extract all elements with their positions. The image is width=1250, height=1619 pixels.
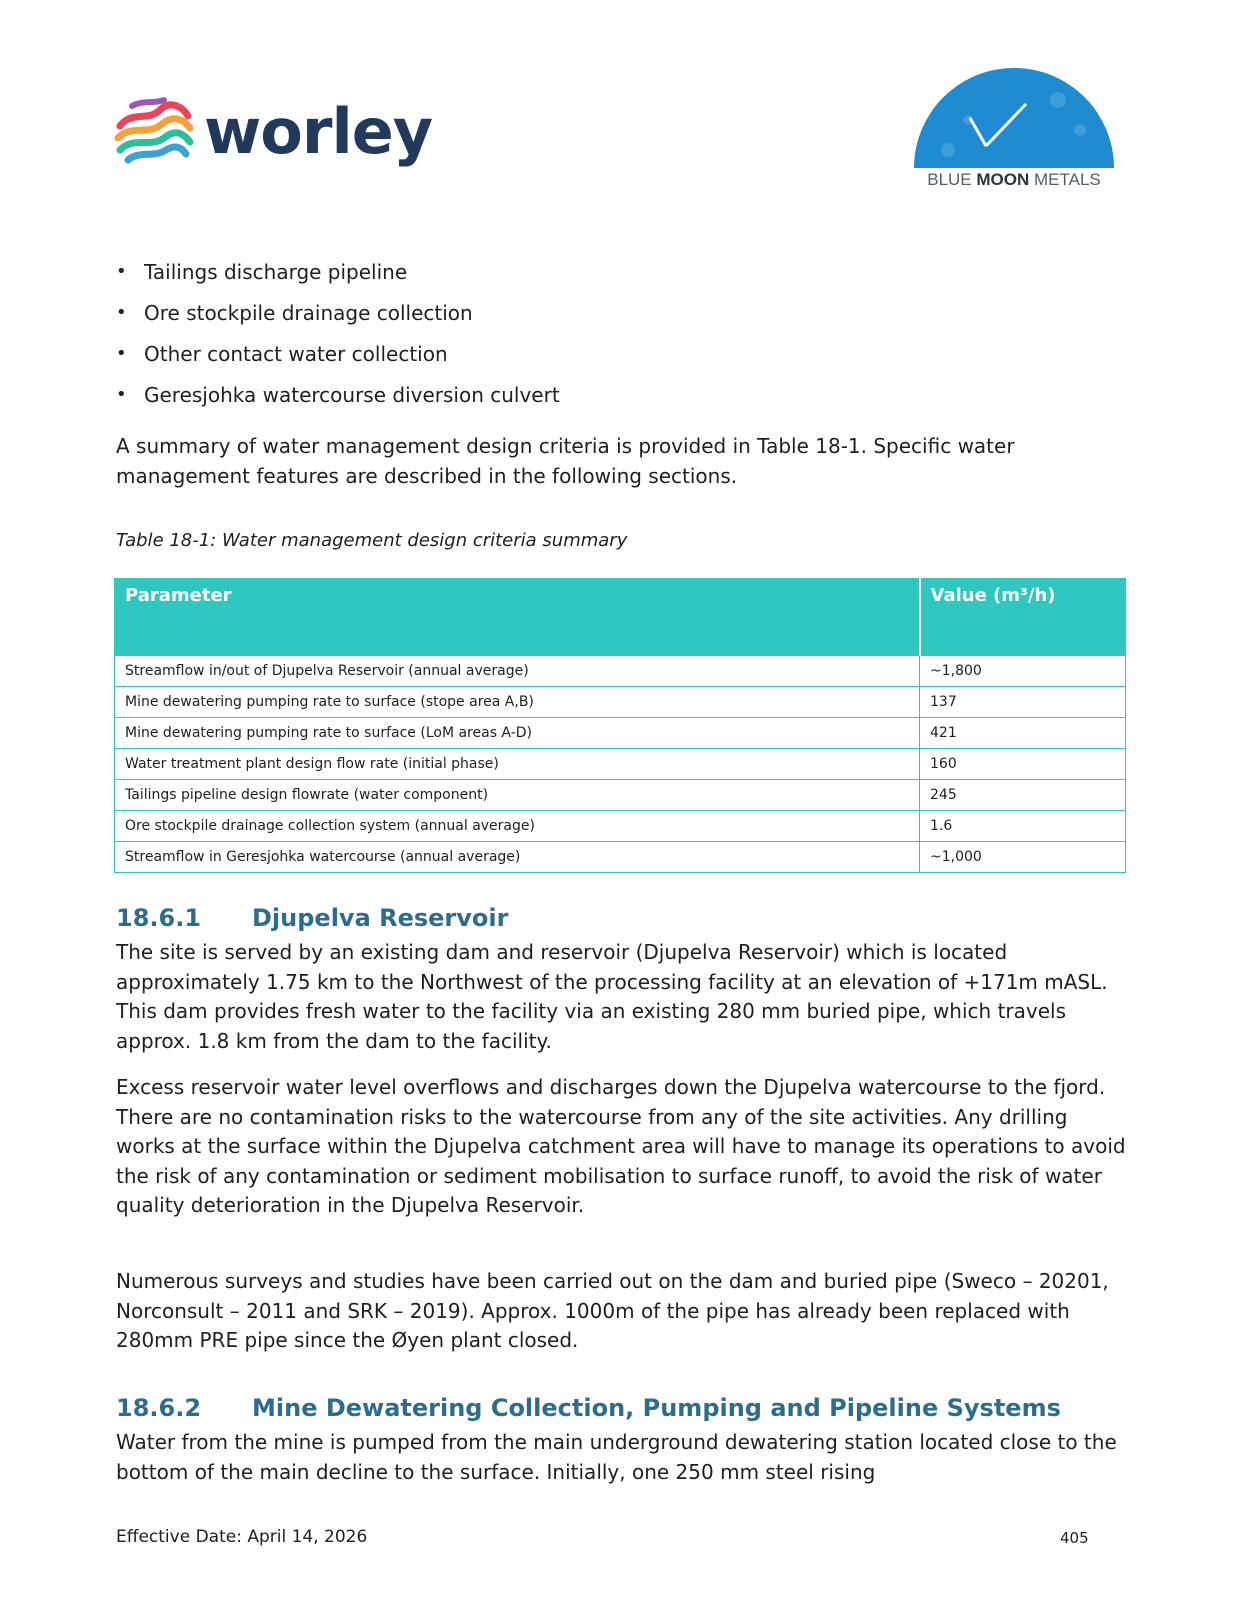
intro-paragraph: A summary of water management design criteria is provided in Table 18-1. Specific water management features are described in the following sections.	[116, 434, 1015, 488]
footer-effective-date: Effective Date: April 14, 2026	[116, 1527, 368, 1547]
bullet-item	[116, 301, 560, 342]
section-number: 18.6.2	[116, 1394, 202, 1422]
bullet-icon: •	[116, 302, 127, 323]
moon-clock-icon	[908, 60, 1120, 170]
bullet-icon: •	[116, 261, 127, 282]
logo-text-moon: MOON	[976, 170, 1030, 189]
table-cell-parameter: Ore stockpile drainage collection system (annual average)	[115, 811, 920, 842]
bullet-item	[116, 342, 560, 383]
logo-text-metals: METALS	[1029, 170, 1101, 189]
table-cell-parameter: Water treatment plant design flow rate (initial phase)	[115, 749, 920, 780]
table-cell-value: 160	[920, 749, 1126, 780]
table-row	[115, 749, 1126, 780]
footer-page-number: 405	[1060, 1529, 1089, 1547]
blue-moon-metals-text	[908, 170, 1120, 190]
bullet-item	[116, 383, 560, 424]
logo-text-blue: BLUE	[927, 170, 977, 189]
bullet-text: Other contact water collection	[144, 342, 448, 366]
section-paragraph: The site is served by an existing dam and reservoir (Djupelva Reservoir) which is located approximately 1.75 km to the Northwest of the processing facility at an elevation of +171m mASL. This dam provides fresh water to the facility via an existing 280 mm buried pipe, which travels approx. 1.8 km from the dam to the facility.	[116, 940, 1108, 1053]
table-cell-value: 1.6	[920, 811, 1126, 842]
table-cell-value: 421	[920, 718, 1126, 749]
table-row	[115, 718, 1126, 749]
table-row	[115, 842, 1126, 873]
bullet-item	[116, 260, 560, 301]
table-row	[115, 687, 1126, 718]
table-cell-value: 137	[920, 687, 1126, 718]
bullet-text: Tailings discharge pipeline	[144, 260, 408, 284]
table-cell-value: ~1,000	[920, 842, 1126, 873]
worley-logo	[114, 92, 432, 172]
section-title: Mine Dewatering Collection, Pumping and Pipeline Systems	[252, 1394, 1061, 1422]
worley-swirl-icon	[114, 92, 194, 172]
table-cell-value: ~1,800	[920, 656, 1126, 687]
table-cell-parameter: Mine dewatering pumping rate to surface (LoM areas A-D)	[115, 718, 920, 749]
bullet-text: Ore stockpile drainage collection	[144, 301, 473, 325]
table-row	[115, 656, 1126, 687]
table-row	[115, 811, 1126, 842]
table-cell-parameter: Mine dewatering pumping rate to surface (stope area A,B)	[115, 687, 920, 718]
bullet-list	[116, 260, 560, 424]
section-heading-mine-dewatering	[116, 1394, 1061, 1422]
section-paragraph: Water from the mine is pumped from the main underground dewatering station located close to the bottom of the main decline to the surface. Initially, one 250 mm steel rising	[116, 1430, 1117, 1484]
bullet-icon: •	[116, 384, 127, 405]
worley-logo-text: worley	[204, 95, 433, 168]
column-header-value: Value (m³/h)	[920, 579, 1126, 656]
bullet-text: Geresjohka watercourse diversion culvert	[144, 383, 560, 407]
section-paragraph: Numerous surveys and studies have been carried out on the dam and buried pipe (Sweco – 20201, Norconsult – 2011 and SRK – 2019). Approx. 1000m of the pipe has already been replaced with 280mm PRE pipe since the Øyen plant closed.	[116, 1269, 1109, 1352]
table-caption: Table 18-1: Water management design criteria summary	[116, 530, 628, 551]
column-header-parameter: Parameter	[115, 579, 920, 656]
section-paragraph: Excess reservoir water level overflows and discharges down the Djupelva watercourse to the fjord. There are no contamination risks to the watercourse from any of the site activities. Any drilling works at the surface within the Djupelva catchment area will have to manage its operations to avoid the risk of any contamination or sediment mobilisation to surface runoff, to avoid the risk of water quality deterioration in the Djupelva Reservoir.	[116, 1075, 1126, 1217]
table-cell-parameter: Tailings pipeline design flowrate (water component)	[115, 780, 920, 811]
table-row	[115, 780, 1126, 811]
table-header-row	[115, 579, 1126, 656]
table-cell-value: 245	[920, 780, 1126, 811]
section-number: 18.6.1	[116, 904, 202, 932]
table-cell-parameter: Streamflow in Geresjohka watercourse (annual average)	[115, 842, 920, 873]
section-heading-djupelva	[116, 904, 508, 932]
blue-moon-metals-logo	[908, 60, 1120, 192]
table-cell-parameter: Streamflow in/out of Djupelva Reservoir (annual average)	[115, 656, 920, 687]
bullet-icon: •	[116, 343, 127, 364]
design-criteria-table	[114, 578, 1126, 873]
section-title: Djupelva Reservoir	[252, 904, 509, 932]
